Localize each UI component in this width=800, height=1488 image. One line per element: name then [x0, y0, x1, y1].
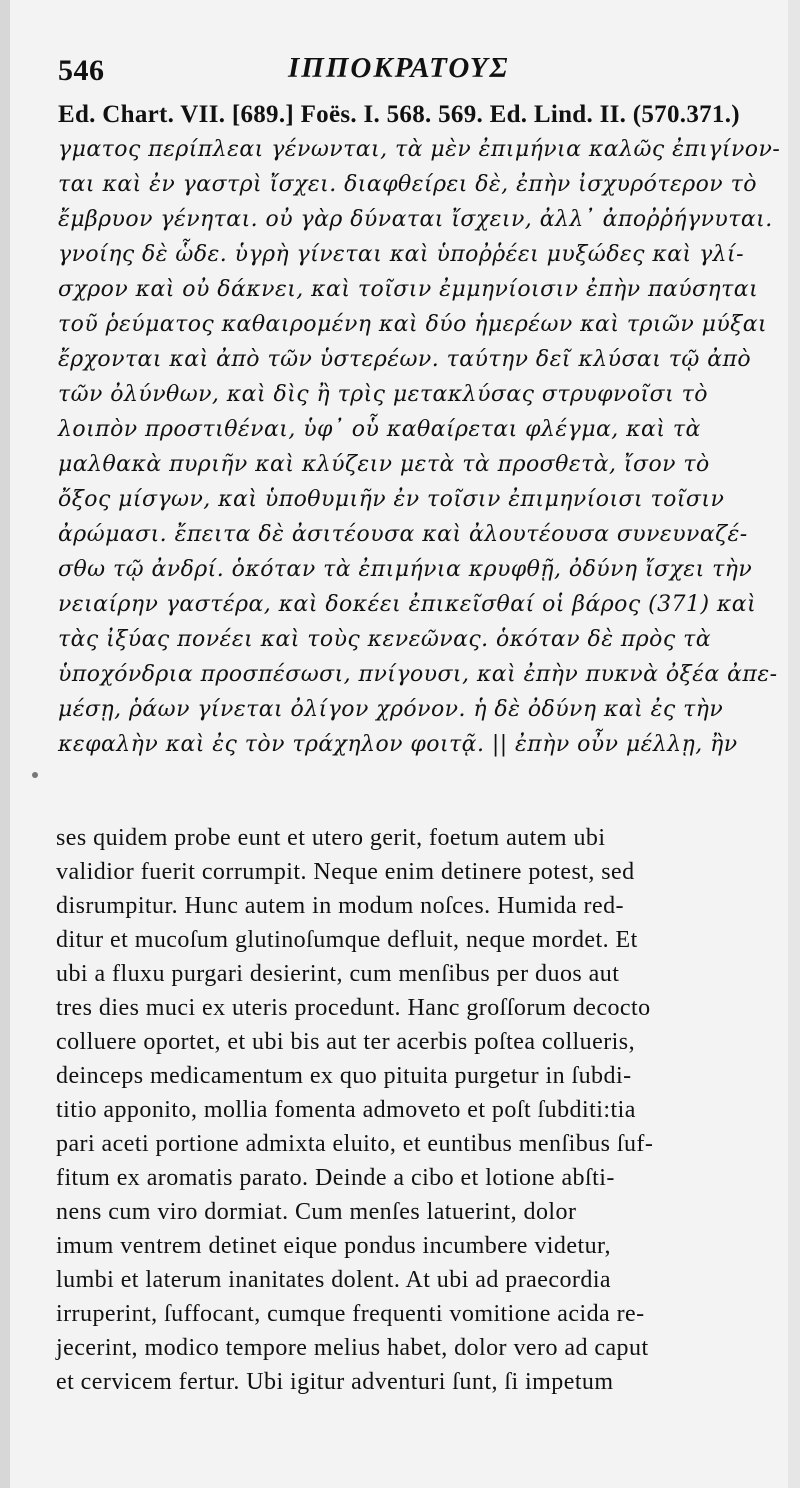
greek-line: σχρον καὶ οὐ δάκνει, καὶ τοῖσιν ἐμμηνίοισιν ἐπὴν παύσηται [58, 277, 759, 302]
running-head: ΙΠΠΟΚΡΑΤΟΥΣ [288, 52, 510, 84]
greek-line: ὑποχόνδρια προσπέσωσι, πνίγουσι, καὶ ἐπὴν πυκνὰ ὀξέα ἀπε- [58, 662, 778, 687]
latin-line: validior fuerit corrumpit. Neque enim detinere potest, sed [56, 859, 635, 885]
greek-line: γματος περίπλεαι γένωνται, τὰ μὲν ἐπιμήνια καλῶς ἐπιγίνον- [58, 137, 781, 162]
latin-line: deinceps medicamentum ex quo pituita purgetur in ſubdi- [56, 1063, 632, 1089]
left-page-edge [0, 0, 10, 1488]
greek-line: σθω τῷ ἀνδρί. ὁκόταν τὰ ἐπιμήνια κρυφθῇ, ὀδύνη ἴσχει τὴν [58, 557, 753, 582]
latin-line: et cervicem fertur. Ubi igitur adventuri ſunt, ſi impetum [56, 1369, 614, 1395]
latin-line: ubi a fluxu purgari desierint, cum menſibus per duos aut [56, 961, 620, 987]
page-header [58, 50, 768, 98]
latin-line: jecerint, modico tempore melius habet, dolor vero ad caput [56, 1335, 649, 1361]
greek-line: ἔρχονται καὶ ἀπὸ τῶν ὑστερέων. ταύτην δεῖ κλύσαι τῷ ἀπὸ [58, 347, 752, 372]
greek-line: μαλθακὰ πυριῆν καὶ κλύζειν μετὰ τὰ προσθετὰ, ἴσον τὸ [58, 452, 710, 477]
latin-line: ses quidem probe eunt et utero gerit, foetum autem ubi [56, 825, 606, 851]
greek-line: τὰς ἰξύας πονέει καὶ τοὺς κενεῶνας. ὁκόταν δὲ πρὸς τὰ [58, 627, 712, 652]
latin-line: pari aceti portione admixta eluito, et euntibus menſibus ſuf- [56, 1131, 654, 1157]
greek-line: νειαίρην γαστέρα, καὶ δοκέει ἐπικεῖσθαί οἱ βάρος (371) καὶ [58, 592, 757, 617]
greek-line: ται καὶ ἐν γαστρὶ ἴσχει. διαφθείρει δὲ, ἐπὴν ἰσχυρότερον τὸ [58, 172, 757, 197]
latin-line: colluere oportet, et ubi bis aut ter acerbis poſtea collueris, [56, 1029, 636, 1055]
latin-line: fitum ex aromatis parato. Deinde a cibo et lotione abſti- [56, 1165, 615, 1191]
latin-line: imum ventrem detinet eique pondus incumbere videtur, [56, 1233, 611, 1259]
greek-line: μέσῃ, ῥάων γίνεται ὀλίγον χρόνον. ἡ δὲ ὀδύνη καὶ ἐς τὴν [58, 697, 724, 722]
edition-reference-line: Ed. Chart. VII. [689.] Foës. I. 568. 569. Ed. Lind. II. (570.371.) [58, 101, 740, 128]
greek-line: ὄξος μίσγων, καὶ ὑποθυμιῆν ἐν τοῖσιν ἐπιμηνίοισι τοῖσιν [58, 487, 725, 512]
greek-line: γνοίης δὲ ὧδε. ὑγρὴ γίνεται καὶ ὑποῤῥέει μυξώδες καὶ γλί- [58, 242, 745, 267]
greek-line: λοιπὸν προστιθέναι, ὑφ᾽ οὗ καθαίρεται φλέγμα, καὶ τὰ [58, 417, 701, 442]
latin-line: disrumpitur. Hunc autem in modum noſces. Humida red- [56, 893, 624, 919]
right-page-edge [788, 0, 800, 1488]
greek-line: τῶν ὀλύνθων, καὶ δὶς ἢ τρὶς μετακλύσας στρυφνοῖσι τὸ [58, 382, 708, 407]
page-number: 546 [58, 54, 105, 87]
latin-line: ditur et mucoſum glutinoſumque defluit, neque mordet. Et [56, 927, 638, 953]
greek-line: ἀρώμασι. ἔπειτα δὲ ἀσιτέουσα καὶ ἀλουτέουσα συνευναζέ- [58, 522, 748, 547]
margin-ink-dot [32, 772, 38, 778]
greek-line: τοῦ ῥεύματος καθαιρομένη καὶ δύο ἡμερέων καὶ τριῶν μύξαι [58, 312, 768, 337]
latin-line: irruperint, ſuffocant, cumque frequenti vomitione acida re- [56, 1301, 645, 1327]
latin-line: titio apponito, mollia fomenta admoveto et poſt ſubditi:tia [56, 1097, 636, 1123]
latin-line: nens cum viro dormiat. Cum menſes latuerint, dolor [56, 1199, 577, 1225]
latin-translation-block [56, 823, 778, 1423]
latin-line: lumbi et laterum inanitates dolent. At ubi ad praecordia [56, 1267, 612, 1293]
greek-text-block [58, 100, 781, 765]
greek-line: κεφαλὴν καὶ ἐς τὸν τράχηλον φοιτᾷ. || ἐπὴν οὖν μέλλῃ, ἢν [58, 732, 738, 757]
greek-line: ἔμβρυον γένηται. οὐ γὰρ δύναται ἴσχειν, ἀλλ᾽ ἀποῤῥήγνυται. [58, 207, 773, 232]
latin-line: tres dies muci ex uteris procedunt. Hanc groſſorum decocto [56, 995, 651, 1021]
